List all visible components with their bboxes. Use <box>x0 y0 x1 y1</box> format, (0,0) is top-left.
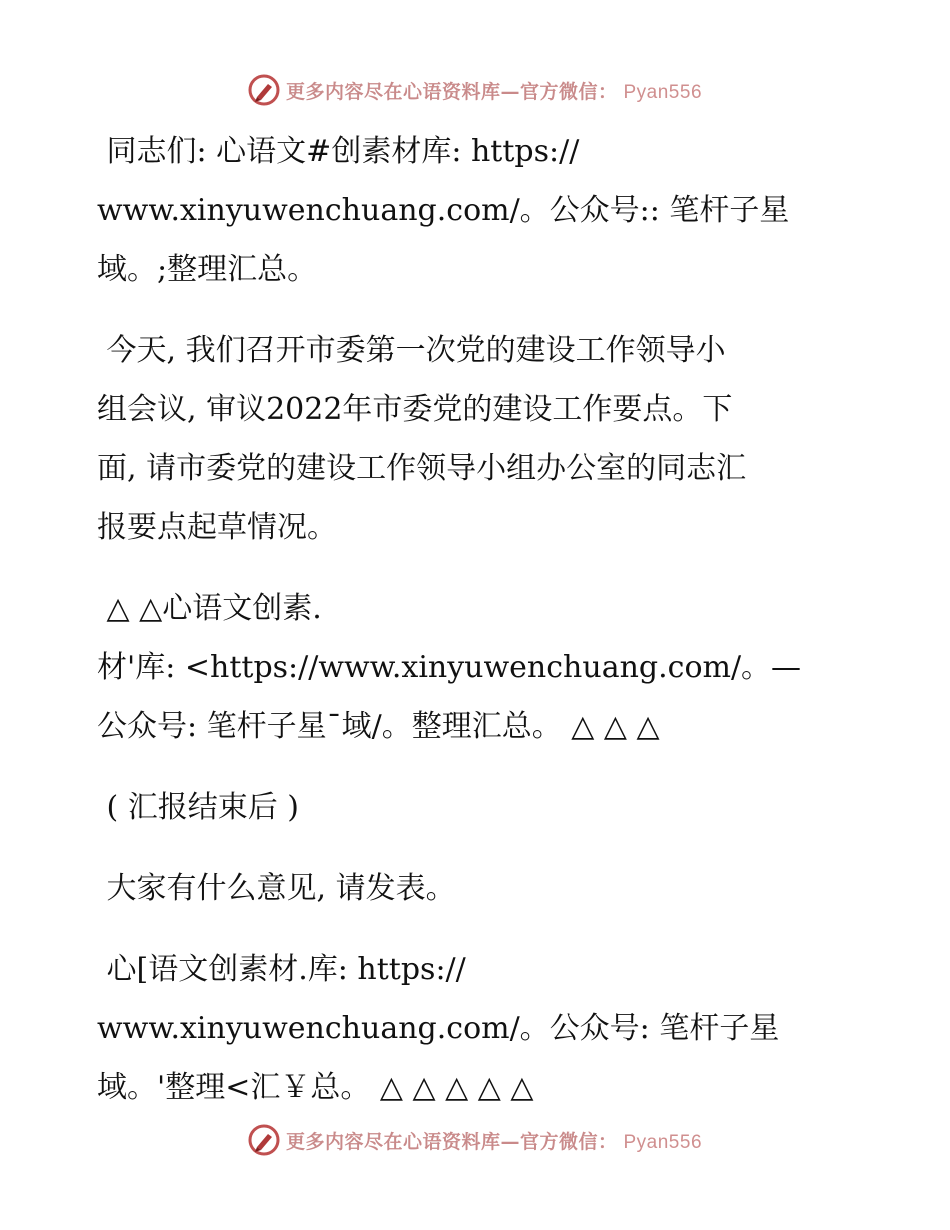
text-line: 公众号: 笔杆子星¯域/。整理汇总。 △ △ △ <box>97 709 660 744</box>
paragraph-greeting <box>97 122 857 299</box>
text-line: 同志们: 心语文#创素材库: https:// <box>97 134 580 169</box>
header-wechat-id: Pyan556 <box>623 81 703 103</box>
header-banner <box>0 70 950 110</box>
text-line: www.xinyuwenchuang.com/。公众号: 笔杆子星 <box>97 1011 780 1046</box>
text-line: ( 汇报结束后 ) <box>97 790 300 825</box>
text-line: 大家有什么意见, 请发表。 <box>97 871 456 906</box>
footer-banner-text: 更多内容尽在心语资料库—官方微信： Pyan556 <box>285 1130 703 1153</box>
text-line: 心[语文创素材.库: https:// <box>97 952 466 987</box>
document-body <box>97 122 857 1139</box>
pen-logo-icon <box>248 1124 280 1156</box>
footer-banner <box>0 1120 950 1160</box>
text-line: 组会议, 审议2022年市委党的建设工作要点。下 <box>97 392 733 427</box>
text-line: 材'库: <https://www.xinyuwenchuang.com/。— <box>97 650 802 685</box>
text-line: 面, 请市委党的建设工作领导小组办公室的同志汇 <box>97 451 747 486</box>
paragraph-watermark-1 <box>97 579 857 756</box>
paragraph-report-end <box>97 778 857 837</box>
paragraph-watermark-2 <box>97 940 857 1117</box>
header-banner-text: 更多内容尽在心语资料库—官方微信： Pyan556 <box>285 80 703 103</box>
text-line: △ △心语文创素. <box>97 591 322 626</box>
footer-wechat-id: Pyan556 <box>623 1131 703 1153</box>
text-line: www.xinyuwenchuang.com/。公众号:: 笔杆子星 <box>97 193 790 228</box>
text-line: 今天, 我们召开市委第一次党的建设工作领导小 <box>97 333 726 368</box>
paragraph-invite-comments <box>97 859 857 918</box>
pen-logo-icon <box>248 74 280 106</box>
text-line: 域。;整理汇总。 <box>97 252 318 287</box>
text-line: 域。'整理<汇￥总。 △ △ △ △ △ <box>97 1070 534 1105</box>
text-line: 报要点起草情况。 <box>97 510 337 545</box>
paragraph-opening <box>97 321 857 557</box>
